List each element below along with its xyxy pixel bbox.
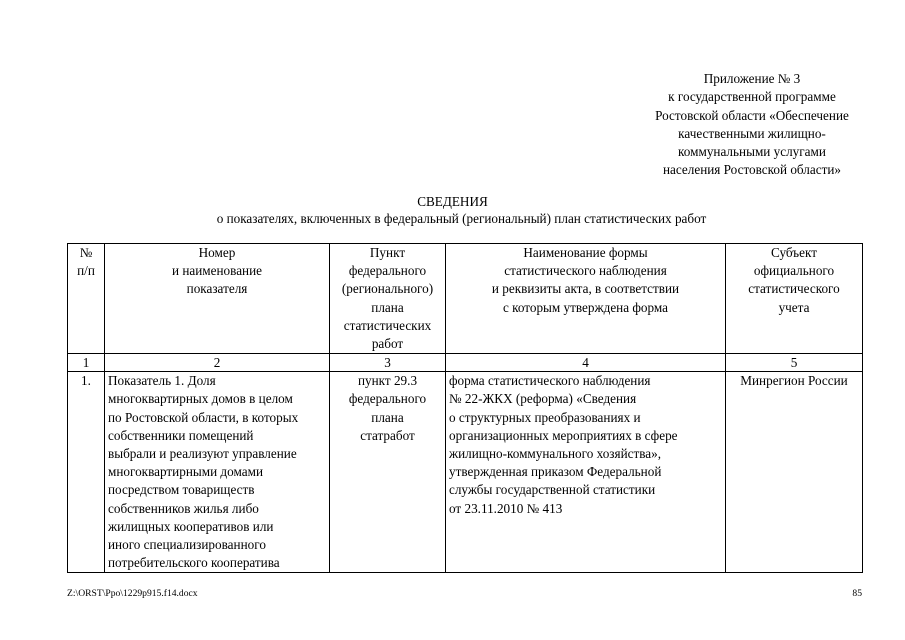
cell-text: собственников жилья либо (108, 500, 259, 516)
cell-text: пункт 29.3 (357, 373, 418, 389)
appendix-line: населения Ростовской области» (662, 162, 842, 178)
header-text: и реквизиты акта, в соответствии (491, 281, 680, 297)
cell-text: Минрегион России (740, 373, 848, 389)
appendix-line: качественными жилищно- (678, 125, 826, 141)
header-text: и наименование (171, 263, 263, 279)
indicator-cell (105, 372, 330, 573)
column-number: 2 (105, 354, 330, 372)
footer-file-path: Z:\ORST\Ppo\1229p915.f14.docx (67, 588, 198, 599)
cell-text: от 23.11.2010 № 413 (449, 500, 563, 516)
header-text: учета (778, 299, 810, 315)
header-cell-indicator (105, 244, 330, 354)
table-header-row (68, 244, 863, 354)
cell-text: утвержденная приказом Федеральной (449, 464, 662, 480)
appendix-line: коммунальными услугами (678, 144, 826, 160)
header-text: с которым утверждена форма (502, 299, 669, 315)
cell-text: федерального (348, 391, 427, 407)
title-subheading: о показателях, включенных в федеральный (региональный) план статистических работ (216, 211, 707, 226)
cell-text: статработ (360, 427, 415, 443)
header-text: п/п (77, 263, 95, 279)
cell-text: жилищно-коммунального хозяйства», (449, 446, 662, 462)
header-cell-form (446, 244, 726, 354)
header-text: статистического наблюдения (504, 263, 667, 279)
cell-text: собственники помещений (108, 427, 254, 443)
cell-text: № 22-ЖКХ (реформа) «Сведения (449, 391, 637, 407)
header-text: Субъект (771, 245, 817, 260)
page-number: 85 (852, 588, 862, 599)
table-row (68, 372, 863, 573)
cell-text: Показатель 1. Доля (108, 373, 216, 389)
column-number-row (68, 354, 863, 372)
header-text: плана (371, 299, 404, 315)
form-cell (446, 372, 726, 573)
header-text: работ (371, 336, 404, 352)
plan-item-cell (330, 372, 446, 573)
cell-text: иного специализированного (108, 537, 266, 553)
header-text: федерального (348, 263, 427, 279)
column-number: 4 (446, 354, 726, 372)
header-text: (регионального) (341, 281, 434, 297)
cell-text: многоквартирными домами (108, 464, 263, 480)
header-text: Номер (198, 245, 236, 260)
cell-text: службы государственной статистики (449, 482, 656, 498)
cell-text: выбрали и реализуют управление (108, 446, 297, 462)
header-text: Наименование формы (523, 245, 648, 260)
header-text: № (79, 245, 93, 260)
appendix-line: к государственной программе (668, 89, 836, 105)
header-cell-plan-item (330, 244, 446, 354)
header-cell-subject (726, 244, 863, 354)
cell-text: по Ростовской области, в которых (108, 409, 299, 425)
statistics-table (67, 243, 863, 573)
cell-text: о структурных преобразованиях и (449, 409, 641, 425)
column-number: 5 (726, 354, 863, 372)
column-number: 1 (68, 354, 105, 372)
cell-text: форма статистического наблюдения (449, 373, 651, 389)
appendix-block (618, 70, 886, 180)
header-text: статистических (343, 317, 432, 333)
subject-cell (726, 372, 863, 573)
title-heading: СВЕДЕНИЯ (417, 194, 488, 209)
cell-text: посредством товариществ (108, 482, 255, 498)
row-number: 1. (68, 372, 105, 573)
header-text: Пункт (369, 245, 406, 260)
cell-text: плана (371, 409, 404, 425)
header-text: официального (753, 263, 835, 279)
cell-text: многоквартирных домов в целом (108, 391, 293, 407)
cell-text: жилищных кооперативов или (108, 518, 274, 534)
cell-text: потребительского кооператива (108, 555, 280, 571)
appendix-line: Приложение № 3 (703, 71, 801, 86)
header-text: показателя (186, 281, 248, 297)
column-number: 3 (330, 354, 446, 372)
header-text: статистического (748, 281, 840, 297)
cell-text: организационных мероприятиях в сфере (449, 427, 678, 443)
header-cell-number (68, 244, 105, 354)
document-title (0, 193, 905, 227)
appendix-line: Ростовской области «Обеспечение (655, 107, 849, 123)
